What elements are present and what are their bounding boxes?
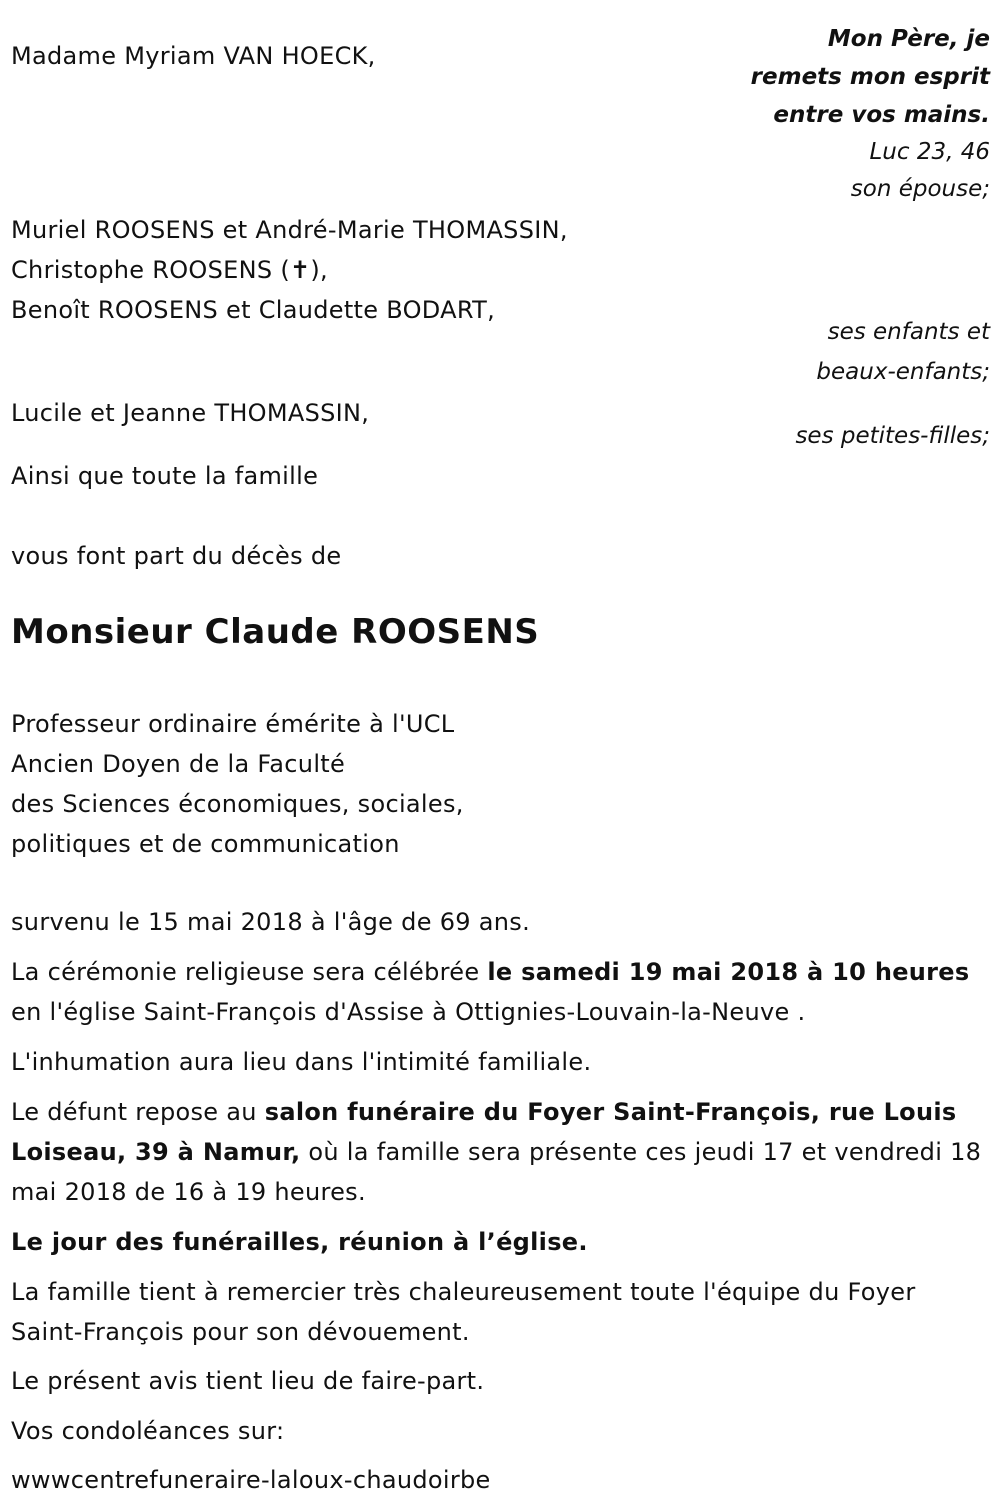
extended-family: Ainsi que toute la famille	[11, 462, 319, 490]
verse-reference: Luc 23, 46	[869, 139, 990, 165]
child-line-3: Benoît ROOSENS et Claudette BODART,	[11, 296, 495, 324]
title-line-3: des Sciences économiques, sociales,	[11, 790, 464, 818]
ceremony-intro: La cérémonie religieuse sera célébrée	[11, 958, 488, 986]
spouse-role: son épouse;	[850, 176, 990, 202]
condolences-website[interactable]: wwwcentrefuneraire-laloux-chaudoirbe	[11, 1466, 491, 1494]
burial-info: L'inhumation aura lieu dans l'intimité familiale.	[11, 1048, 592, 1076]
repose-paragraph	[11, 1092, 991, 1212]
title-line-2: Ancien Doyen de la Faculté	[11, 750, 346, 778]
death-info: survenu le 15 mai 2018 à l'âge de 69 ans.	[11, 908, 531, 936]
child-line-1: Muriel ROOSENS et André-Marie THOMASSIN,	[11, 216, 568, 244]
title-line-1: Professeur ordinaire émérite à l'UCL	[11, 710, 455, 738]
announcement: vous font part du décès de	[11, 542, 342, 570]
deceased-name: Monsieur Claude ROOSENS	[11, 612, 540, 652]
child-line-2: Christophe ROOSENS (✝),	[11, 256, 328, 284]
grandchildren-role: ses petites-filles;	[795, 423, 990, 449]
repose-place: salon funéraire du Foyer Saint-François, rue Louis Loiseau, 39 à Namur,	[11, 1098, 957, 1166]
thanks-paragraph: La famille tient à remercier très chaleureusement toute l'équipe du Foyer Saint-François pour son dévouement.	[11, 1278, 916, 1346]
spouse-name: Madame Myriam VAN HOECK,	[11, 42, 376, 70]
grandchildren-names: Lucile et Jeanne THOMASSIN,	[11, 399, 370, 427]
verse-line-1: Mon Père, je	[827, 26, 990, 52]
children-role-line-1: ses enfants et	[827, 319, 990, 345]
verse-line-3: entre vos mains.	[773, 102, 990, 128]
meeting-info: Le jour des funérailles, réunion à l’église.	[11, 1228, 588, 1256]
ceremony-when: le samedi 19 mai 2018 à 10 heures	[487, 958, 970, 986]
repose-intro: Le défunt repose au	[11, 1098, 265, 1126]
notice: Le présent avis tient lieu de faire-part.	[11, 1367, 485, 1395]
ceremony-where: en l'église Saint-François d'Assise à Ottignies-Louvain-la-Neuve .	[11, 998, 806, 1026]
condolences-label: Vos condoléances sur:	[11, 1417, 285, 1445]
ceremony-paragraph	[11, 952, 996, 1032]
verse-line-2: remets mon esprit	[750, 64, 990, 90]
title-line-4: politiques et de communication	[11, 830, 400, 858]
children-role-line-2: beaux-enfants;	[816, 359, 990, 385]
repose-rest: où la famille sera présente ces jeudi 17 et vendredi 18 mai 2018 de 16 à 19 heures.	[11, 1138, 982, 1206]
